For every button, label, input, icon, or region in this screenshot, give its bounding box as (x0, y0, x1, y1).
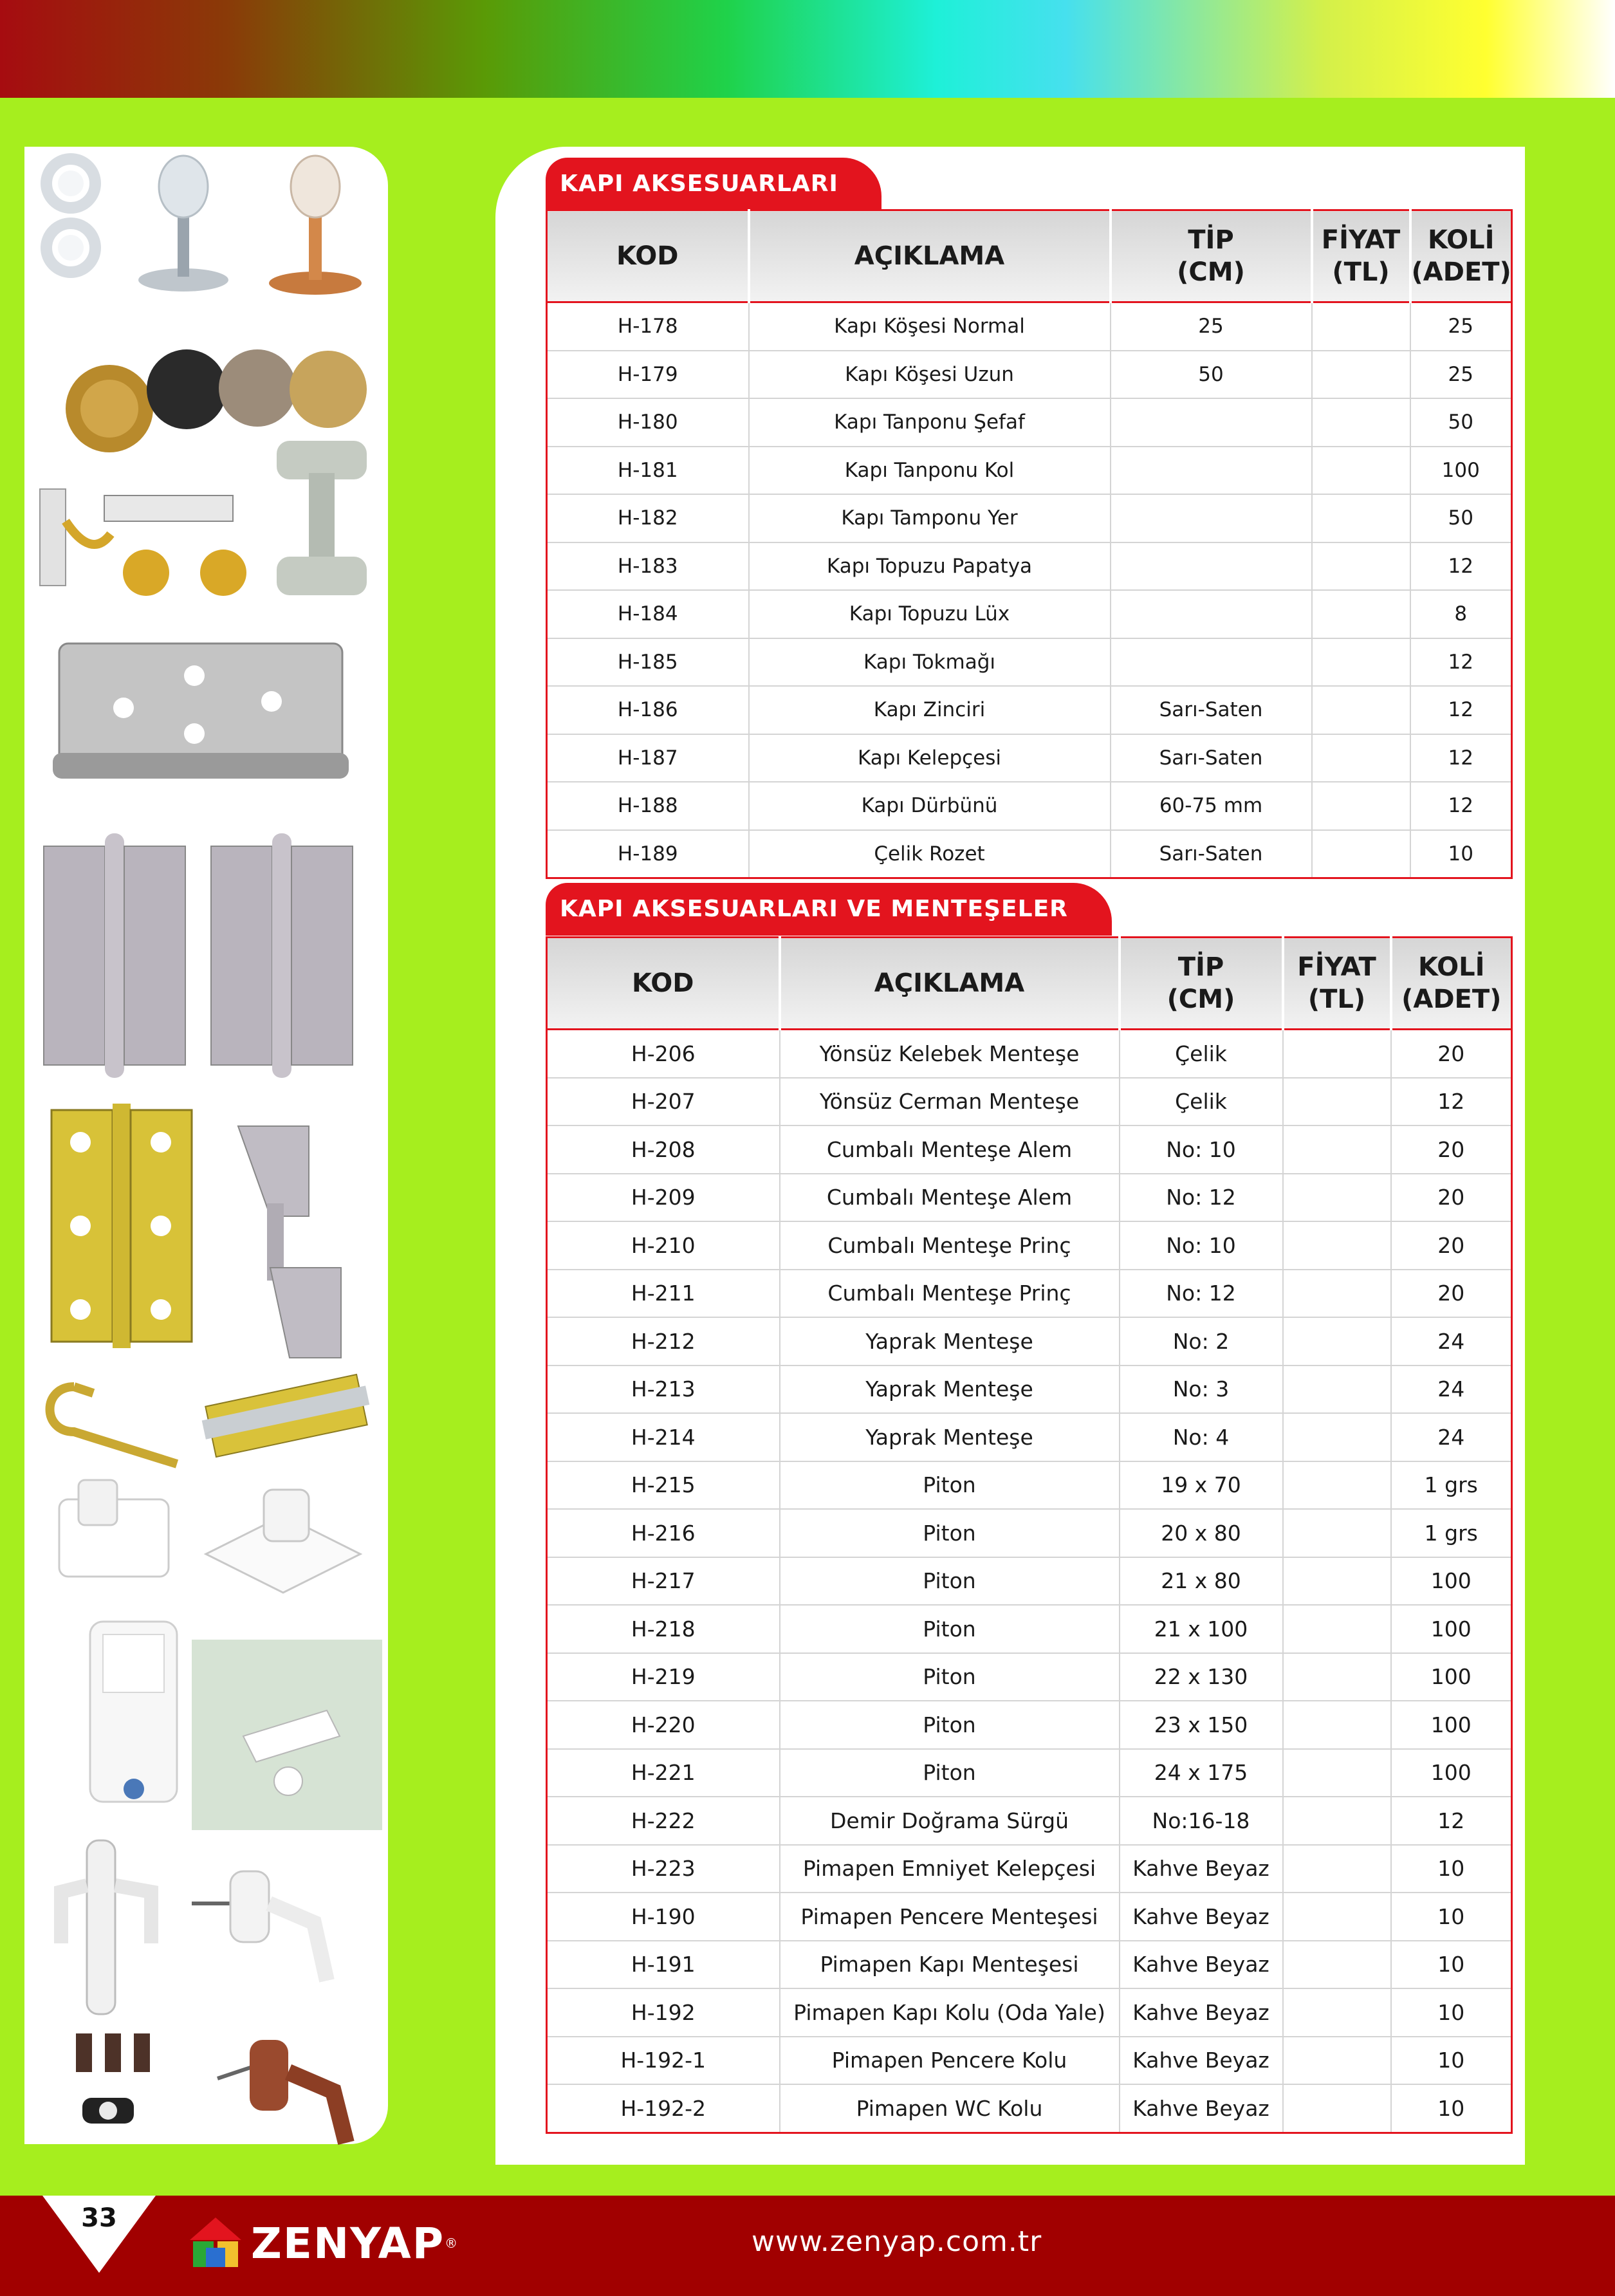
barrel-bolt-icon (196, 1364, 383, 1467)
header-koli: KOLİ (ADET) (1410, 210, 1512, 302)
cell-koli: 100 (1391, 1653, 1512, 1701)
cell-tip: No: 3 (1120, 1366, 1283, 1414)
cell-tip: No: 12 (1120, 1174, 1283, 1222)
door-corner-icon (32, 151, 109, 286)
cell-kod: H-220 (547, 1701, 780, 1749)
cell-fiyat (1283, 1653, 1391, 1701)
cell-aciklama: Pimapen Pencere Menteşesi (780, 1893, 1120, 1941)
cell-koli: 20 (1391, 1030, 1512, 1078)
cell-koli: 12 (1410, 734, 1512, 782)
cell-aciklama: Piton (780, 1557, 1120, 1606)
butterfly-hinge-icon (53, 637, 349, 792)
table-row (547, 1701, 1512, 1749)
cell-tip: 24 x 175 (1120, 1749, 1283, 1797)
table-row (547, 447, 1512, 495)
header-tip: TİP (CM) (1120, 938, 1283, 1030)
table-row (547, 351, 1512, 399)
pvc-wc-handle-icon (69, 2027, 160, 2136)
cell-koli: 100 (1410, 447, 1512, 495)
butt-hinge-icon (48, 1104, 196, 1348)
house-logo-icon (187, 2214, 245, 2272)
cell-koli: 10 (1391, 1988, 1512, 2037)
cell-aciklama: Yaprak Menteşe (780, 1317, 1120, 1366)
pvc-door-hinge-icon (77, 1615, 190, 1808)
pvc-hinge-parts-icon (192, 1640, 382, 1830)
table-row (547, 1030, 1512, 1078)
table-row (547, 686, 1512, 734)
cell-koli: 10 (1391, 2037, 1512, 2085)
cell-fiyat (1283, 1749, 1391, 1797)
cell-tip: No: 2 (1120, 1317, 1283, 1366)
cell-tip: 60-75 mm (1111, 782, 1312, 830)
cell-aciklama: Piton (780, 1653, 1120, 1701)
pvc-brown-handle-icon (205, 2021, 365, 2149)
cell-tip (1111, 398, 1312, 447)
brand-name: ZENYAP (251, 2218, 445, 2268)
section2-title: KAPI AKSESUARLARI VE MENTEŞELER (546, 883, 1112, 936)
cell-tip (1111, 590, 1312, 638)
cell-kod: H-187 (547, 734, 749, 782)
cell-tip: Çelik (1120, 1078, 1283, 1126)
cell-kod: H-218 (547, 1605, 780, 1653)
cell-kod: H-182 (547, 494, 749, 542)
section1-title: KAPI AKSESUARLARI (546, 158, 881, 210)
cell-tip: 23 x 150 (1120, 1701, 1283, 1749)
hinges-table-header (547, 938, 1512, 1030)
cell-fiyat (1283, 1461, 1391, 1510)
cell-kod: H-178 (547, 302, 749, 351)
table-row (547, 1221, 1512, 1270)
table-row (547, 2037, 1512, 2085)
screw-hook-icon (35, 1367, 196, 1474)
cell-fiyat (1283, 1988, 1391, 2037)
cell-kod: H-210 (547, 1221, 780, 1270)
cell-koli: 10 (1391, 2084, 1512, 2133)
cell-tip: No: 10 (1120, 1221, 1283, 1270)
pvc-window-handle-icon (192, 1852, 353, 1994)
cell-fiyat (1283, 2037, 1391, 2085)
cell-aciklama: Yaprak Menteşe (780, 1413, 1120, 1461)
pvc-clamp-icon (193, 1477, 380, 1606)
cell-kod: H-191 (547, 1941, 780, 1989)
table-row (547, 398, 1512, 447)
cell-kod: H-181 (547, 447, 749, 495)
table-row (547, 1270, 1512, 1318)
cell-koli: 1 grs (1391, 1509, 1512, 1557)
cell-kod: H-217 (547, 1557, 780, 1606)
cell-koli: 10 (1391, 1893, 1512, 1941)
header-koli: KOLİ (ADET) (1391, 938, 1512, 1030)
cell-aciklama: Cumbalı Menteşe Alem (780, 1125, 1120, 1174)
table-row (547, 1797, 1512, 1845)
registered-mark: ® (445, 2236, 458, 2251)
cell-kod: H-186 (547, 686, 749, 734)
cell-kod: H-212 (547, 1317, 780, 1366)
cell-koli: 12 (1391, 1078, 1512, 1126)
cell-aciklama: Yönsüz Kelebek Menteşe (780, 1030, 1120, 1078)
cell-aciklama: Kapı Zinciri (749, 686, 1111, 734)
cell-tip: Kahve Beyaz (1120, 1845, 1283, 1893)
table-row (547, 2084, 1512, 2133)
header-fiyat: FİYAT (TL) (1312, 210, 1410, 302)
cell-tip: Sarı-Saten (1111, 686, 1312, 734)
cell-fiyat (1312, 351, 1410, 399)
cell-koli: 10 (1391, 1941, 1512, 1989)
cell-aciklama: Yönsüz Cerman Menteşe (780, 1078, 1120, 1126)
cell-aciklama: Pimapen WC Kolu (780, 2084, 1120, 2133)
cell-tip: 50 (1111, 351, 1312, 399)
cell-kod: H-223 (547, 1845, 780, 1893)
cell-fiyat (1312, 542, 1410, 591)
cell-kod: H-190 (547, 1893, 780, 1941)
cell-tip: No: 10 (1120, 1125, 1283, 1174)
table-row (547, 782, 1512, 830)
table-row (547, 1605, 1512, 1653)
door-stopper-clear-icon (129, 151, 238, 296)
cell-koli: 100 (1391, 1701, 1512, 1749)
cell-tip: 22 x 130 (1120, 1653, 1283, 1701)
cell-aciklama: Pimapen Pencere Kolu (780, 2037, 1120, 2085)
cell-tip: Sarı-Saten (1111, 830, 1312, 878)
cell-aciklama: Kapı Köşesi Uzun (749, 351, 1111, 399)
cell-koli: 100 (1391, 1605, 1512, 1653)
cell-kod: H-206 (547, 1030, 780, 1078)
cell-koli: 100 (1391, 1749, 1512, 1797)
cell-fiyat (1283, 1893, 1391, 1941)
cell-kod: H-221 (547, 1749, 780, 1797)
cell-tip (1111, 494, 1312, 542)
cell-kod: H-222 (547, 1797, 780, 1845)
cell-fiyat (1312, 398, 1410, 447)
pvc-window-latch-icon (40, 1474, 185, 1599)
cell-koli: 8 (1410, 590, 1512, 638)
hinges-table (546, 936, 1513, 2134)
table-row (547, 734, 1512, 782)
cell-tip: 20 x 80 (1120, 1509, 1283, 1557)
cell-aciklama: Pimapen Emniyet Kelepçesi (780, 1845, 1120, 1893)
cell-aciklama: Pimapen Kapı Kolu (Oda Yale) (780, 1988, 1120, 2037)
cell-kod: H-207 (547, 1078, 780, 1126)
cell-kod: H-192-1 (547, 2037, 780, 2085)
cell-aciklama: Cumbalı Menteşe Alem (780, 1174, 1120, 1222)
cell-koli: 25 (1410, 302, 1512, 351)
cell-tip: Kahve Beyaz (1120, 1941, 1283, 1989)
cell-fiyat (1283, 1030, 1391, 1078)
cell-kod: H-192-2 (547, 2084, 780, 2133)
cell-koli: 20 (1391, 1221, 1512, 1270)
header-kod: KOD (547, 938, 780, 1030)
cell-kod: H-184 (547, 590, 749, 638)
cell-tip (1111, 447, 1312, 495)
header-fiyat: FİYAT (TL) (1283, 938, 1391, 1030)
table-row (547, 1845, 1512, 1893)
table-row (547, 1749, 1512, 1797)
cell-tip: 25 (1111, 302, 1312, 351)
accessories-table (546, 209, 1513, 879)
cell-aciklama: Kapı Topuzu Lüx (749, 590, 1111, 638)
cell-kod: H-185 (547, 638, 749, 687)
cell-tip: Kahve Beyaz (1120, 2084, 1283, 2133)
cell-fiyat (1312, 638, 1410, 687)
cell-tip: No: 12 (1120, 1270, 1283, 1318)
cell-kod: H-189 (547, 830, 749, 878)
table-row (547, 1461, 1512, 1510)
header-aciklama: AÇIKLAMA (749, 210, 1111, 302)
cell-fiyat (1283, 1221, 1391, 1270)
flag-hinge-icon (232, 1120, 354, 1364)
table-row (547, 1366, 1512, 1414)
table-row (547, 1125, 1512, 1174)
cell-tip: No:16-18 (1120, 1797, 1283, 1845)
cell-kod: H-208 (547, 1125, 780, 1174)
cell-fiyat (1283, 1174, 1391, 1222)
cell-fiyat (1312, 830, 1410, 878)
cell-fiyat (1312, 302, 1410, 351)
cell-kod: H-211 (547, 1270, 780, 1318)
cell-kod: H-214 (547, 1413, 780, 1461)
table-row (547, 1317, 1512, 1366)
cell-koli: 1 grs (1391, 1461, 1512, 1510)
cell-fiyat (1312, 494, 1410, 542)
cell-koli: 50 (1410, 398, 1512, 447)
cell-koli: 24 (1391, 1366, 1512, 1414)
header-kod: KOD (547, 210, 749, 302)
cell-kod: H-183 (547, 542, 749, 591)
cell-aciklama: Kapı Tanponu Kol (749, 447, 1111, 495)
table-row (547, 638, 1512, 687)
cell-aciklama: Demir Doğrama Sürgü (780, 1797, 1120, 1845)
cell-tip: Kahve Beyaz (1120, 2037, 1283, 2085)
cell-koli: 12 (1410, 782, 1512, 830)
door-stopper-copper-icon (257, 151, 373, 299)
cell-koli: 20 (1391, 1125, 1512, 1174)
cell-koli: 50 (1410, 494, 1512, 542)
cell-fiyat (1283, 1270, 1391, 1318)
cell-fiyat (1312, 590, 1410, 638)
table-row (547, 1941, 1512, 1989)
cell-kod: H-209 (547, 1174, 780, 1222)
header-tip: TİP (CM) (1111, 210, 1312, 302)
cell-fiyat (1312, 686, 1410, 734)
table-row (547, 1653, 1512, 1701)
table-row (547, 1078, 1512, 1126)
cell-koli: 12 (1410, 686, 1512, 734)
table-row (547, 590, 1512, 638)
cell-fiyat (1283, 1941, 1391, 1989)
cell-fiyat (1283, 2084, 1391, 2133)
cell-fiyat (1312, 447, 1410, 495)
cell-aciklama: Piton (780, 1749, 1120, 1797)
table-row (547, 494, 1512, 542)
cell-koli: 12 (1410, 542, 1512, 591)
table-row (547, 830, 1512, 878)
cell-aciklama: Pimapen Kapı Menteşesi (780, 1941, 1120, 1989)
cell-aciklama: Kapı Dürbünü (749, 782, 1111, 830)
cell-fiyat (1283, 1557, 1391, 1606)
cell-koli: 100 (1391, 1557, 1512, 1606)
table-row (547, 1893, 1512, 1941)
cell-aciklama: Kapı Kelepçesi (749, 734, 1111, 782)
cell-aciklama: Piton (780, 1701, 1120, 1749)
cell-tip: 19 x 70 (1120, 1461, 1283, 1510)
cell-kod: H-192 (547, 1988, 780, 2037)
cell-koli: 20 (1391, 1174, 1512, 1222)
cell-koli: 10 (1410, 830, 1512, 878)
cell-koli: 10 (1391, 1845, 1512, 1893)
header-aciklama: AÇIKLAMA (780, 938, 1120, 1030)
cell-aciklama: Kapı Köşesi Normal (749, 302, 1111, 351)
cell-tip (1111, 542, 1312, 591)
table-row (547, 1174, 1512, 1222)
cell-koli: 24 (1391, 1317, 1512, 1366)
cell-fiyat (1312, 782, 1410, 830)
accessories-table-header (547, 210, 1512, 302)
cell-koli: 24 (1391, 1413, 1512, 1461)
cell-aciklama: Piton (780, 1461, 1120, 1510)
cell-kod: H-216 (547, 1509, 780, 1557)
cell-fiyat (1283, 1078, 1391, 1126)
door-chain-icon (33, 463, 259, 602)
cell-kod: H-188 (547, 782, 749, 830)
cell-kod: H-213 (547, 1366, 780, 1414)
cell-tip: Kahve Beyaz (1120, 1988, 1283, 2037)
header-gradient-band (0, 0, 1615, 98)
cell-fiyat (1283, 1317, 1391, 1366)
cell-fiyat (1283, 1797, 1391, 1845)
page-number: 33 (81, 2203, 117, 2233)
cell-koli: 25 (1410, 351, 1512, 399)
cell-aciklama: Kapı Tokmağı (749, 638, 1111, 687)
cell-aciklama: Kapı Tanponu Şefaf (749, 398, 1111, 447)
table-row (547, 302, 1512, 351)
cell-kod: H-180 (547, 398, 749, 447)
cell-kod: H-215 (547, 1461, 780, 1510)
cell-kod: H-219 (547, 1653, 780, 1701)
cell-aciklama: Çelik Rozet (749, 830, 1111, 878)
cell-koli: 12 (1410, 638, 1512, 687)
cell-tip: 21 x 80 (1120, 1557, 1283, 1606)
table-row (547, 1988, 1512, 2037)
cell-tip: No: 4 (1120, 1413, 1283, 1461)
pvc-door-handle-icon (48, 1834, 171, 2021)
cell-fiyat (1283, 1845, 1391, 1893)
cell-fiyat (1283, 1509, 1391, 1557)
cell-koli: 12 (1391, 1797, 1512, 1845)
brand-logo (187, 2211, 457, 2275)
cell-fiyat (1283, 1366, 1391, 1414)
door-guard-icon (264, 434, 380, 602)
table-row (547, 1509, 1512, 1557)
cell-tip: Çelik (1120, 1030, 1283, 1078)
lift-off-hinges-icon (37, 820, 372, 1097)
cell-fiyat (1283, 1125, 1391, 1174)
table-row (547, 1557, 1512, 1606)
cell-tip: Kahve Beyaz (1120, 1893, 1283, 1941)
cell-fiyat (1283, 1701, 1391, 1749)
cell-aciklama: Yaprak Menteşe (780, 1366, 1120, 1414)
cell-tip (1111, 638, 1312, 687)
cell-aciklama: Cumbalı Menteşe Prinç (780, 1270, 1120, 1318)
cell-aciklama: Piton (780, 1509, 1120, 1557)
cell-tip: 21 x 100 (1120, 1605, 1283, 1653)
cell-aciklama: Kapı Tamponu Yer (749, 494, 1111, 542)
table-row (547, 1413, 1512, 1461)
cell-fiyat (1312, 734, 1410, 782)
cell-aciklama: Kapı Topuzu Papatya (749, 542, 1111, 591)
cell-aciklama: Cumbalı Menteşe Prinç (780, 1221, 1120, 1270)
cell-aciklama: Piton (780, 1605, 1120, 1653)
cell-tip: Sarı-Saten (1111, 734, 1312, 782)
website-link[interactable]: www.zenyap.com.tr (752, 2225, 1042, 2258)
cell-kod: H-179 (547, 351, 749, 399)
cell-koli: 20 (1391, 1270, 1512, 1318)
cell-fiyat (1283, 1605, 1391, 1653)
table-row (547, 542, 1512, 591)
cell-fiyat (1283, 1413, 1391, 1461)
